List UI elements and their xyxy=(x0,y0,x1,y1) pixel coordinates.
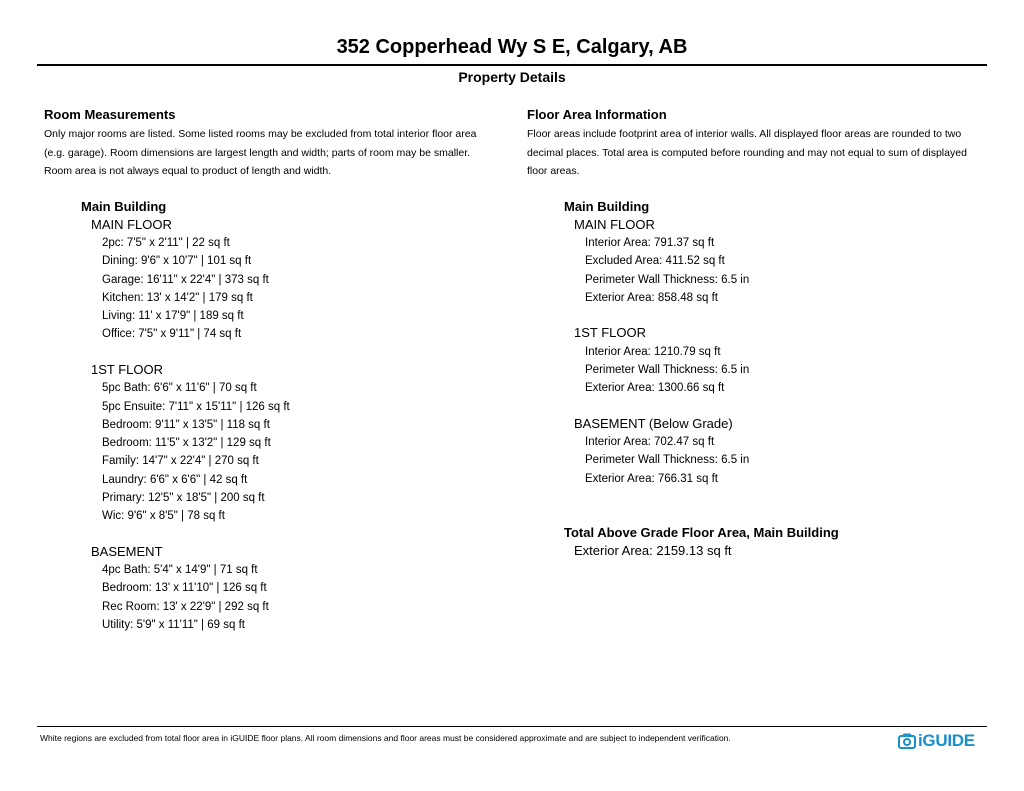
room-entry: Living: 11' x 17'9" | 189 sq ft xyxy=(102,310,244,323)
floor-block xyxy=(44,361,504,526)
area-entry: Interior Area: 1210.79 sq ft xyxy=(585,345,721,358)
floor-area-heading: Floor Area Information xyxy=(527,107,667,122)
page-subtitle: Property Details xyxy=(458,69,566,85)
total-area-heading: Total Above Grade Floor Area, Main Building xyxy=(564,524,839,540)
area-entry: Excluded Area: 411.52 sq ft xyxy=(585,255,725,268)
room-entry: 2pc: 7'5" x 2'11" | 22 sq ft xyxy=(102,237,230,249)
room-entry: Rec Room: 13' x 22'9" | 292 sq ft xyxy=(102,600,269,613)
room-entry: Bedroom: 9'11" x 13'5" | 118 sq ft xyxy=(102,418,270,431)
floor-block xyxy=(527,415,997,488)
room-entry: Utility: 5'9" x 11'11" | 69 sq ft xyxy=(102,619,245,632)
description-line: Room area is not always equal to product of length and width. xyxy=(44,165,332,177)
room-entry: Kitchen: 13' x 14'2" | 179 sq ft xyxy=(102,291,253,304)
room-measurements-description xyxy=(44,125,504,181)
iguide-camera-icon xyxy=(898,733,916,749)
area-entry: Interior Area: 791.37 sq ft xyxy=(585,237,715,249)
floor-block xyxy=(44,543,504,635)
room-entry: Bedroom: 13' x 11'10" | 126 sq ft xyxy=(102,582,267,595)
floor-area-section xyxy=(527,106,997,560)
description-line: (e.g. garage). Room dimensions are largest length and width; parts of room may be smaller. xyxy=(44,146,471,159)
total-area-value: Exterior Area: 2159.13 sq ft xyxy=(574,542,732,558)
area-entry: Perimeter Wall Thickness: 6.5 in xyxy=(585,363,750,376)
room-entry: Garage: 16'11" x 22'4" | 373 sq ft xyxy=(102,273,269,286)
floor-block xyxy=(527,324,997,397)
floor-area-description xyxy=(527,125,997,181)
floor-name: MAIN FLOOR xyxy=(574,216,655,232)
room-entry: Office: 7'5" x 9'11" | 74 sq ft xyxy=(102,328,242,341)
floor-name: BASEMENT xyxy=(91,543,163,559)
room-entry: Family: 14'7" x 22'4" | 270 sq ft xyxy=(102,455,259,468)
page-title: 352 Copperhead Wy S E, Calgary, AB xyxy=(336,36,688,58)
title-divider xyxy=(37,64,987,66)
footer-disclaimer: White regions are excluded from total floor area in iGUIDE floor plans. All room dimensions and floor areas must be considered approximate and are subject to independent verification. xyxy=(40,733,731,743)
logo-text: iGUIDE xyxy=(918,731,975,750)
area-entry: Perimeter Wall Thickness: 6.5 in xyxy=(585,273,750,286)
room-entry: 5pc Bath: 6'6" x 11'6" | 70 sq ft xyxy=(102,382,257,395)
floor-name: MAIN FLOOR xyxy=(91,216,172,232)
room-measurements-section xyxy=(44,106,504,651)
area-entry: Exterior Area: 1300.66 sq ft xyxy=(585,382,725,395)
room-entry: Primary: 12'5" x 18'5" | 200 sq ft xyxy=(102,492,265,505)
area-entry: Exterior Area: 858.48 sq ft xyxy=(585,291,718,304)
room-entry: Laundry: 6'6" x 6'6" | 42 sq ft xyxy=(102,473,248,486)
floor-block xyxy=(44,216,504,344)
room-entry: Dining: 9'6" x 10'7" | 101 sq ft xyxy=(102,255,252,268)
area-entry: Interior Area: 702.47 sq ft xyxy=(585,436,715,449)
description-line: Only major rooms are listed. Some listed rooms may be excluded from total interior floor area xyxy=(44,128,477,140)
floor-block xyxy=(527,216,997,308)
building-heading: Main Building xyxy=(81,198,167,214)
area-entry: Exterior Area: 766.31 sq ft xyxy=(585,472,718,485)
floor-name: 1ST FLOOR xyxy=(91,361,164,377)
description-line: decimal places. Total area is computed before rounding and may not equal to sum of displayed xyxy=(527,146,967,159)
room-entry: Bedroom: 11'5" x 13'2" | 129 sq ft xyxy=(102,437,271,450)
room-entry: 4pc Bath: 5'4" x 14'9" | 71 sq ft xyxy=(102,564,258,577)
room-entry: 5pc Ensuite: 7'11" x 15'11" | 126 sq ft xyxy=(102,400,290,413)
footer-divider xyxy=(37,726,987,727)
floor-name: 1ST FLOOR xyxy=(574,325,647,341)
room-entry: Wic: 9'6" x 8'5" | 78 sq ft xyxy=(102,510,225,523)
floor-name: BASEMENT (Below Grade) xyxy=(574,415,733,431)
rooms-list xyxy=(44,216,504,635)
building-heading: Main Building xyxy=(564,198,650,214)
area-entry: Perimeter Wall Thickness: 6.5 in xyxy=(585,454,750,467)
floor-area-list xyxy=(527,216,997,488)
room-measurements-heading: Room Measurements xyxy=(44,107,176,122)
description-line: Floor areas include footprint area of interior walls. All displayed floor areas are rounded to two xyxy=(527,128,962,140)
description-line: floor areas. xyxy=(527,165,580,177)
iguide-logo xyxy=(898,731,975,751)
